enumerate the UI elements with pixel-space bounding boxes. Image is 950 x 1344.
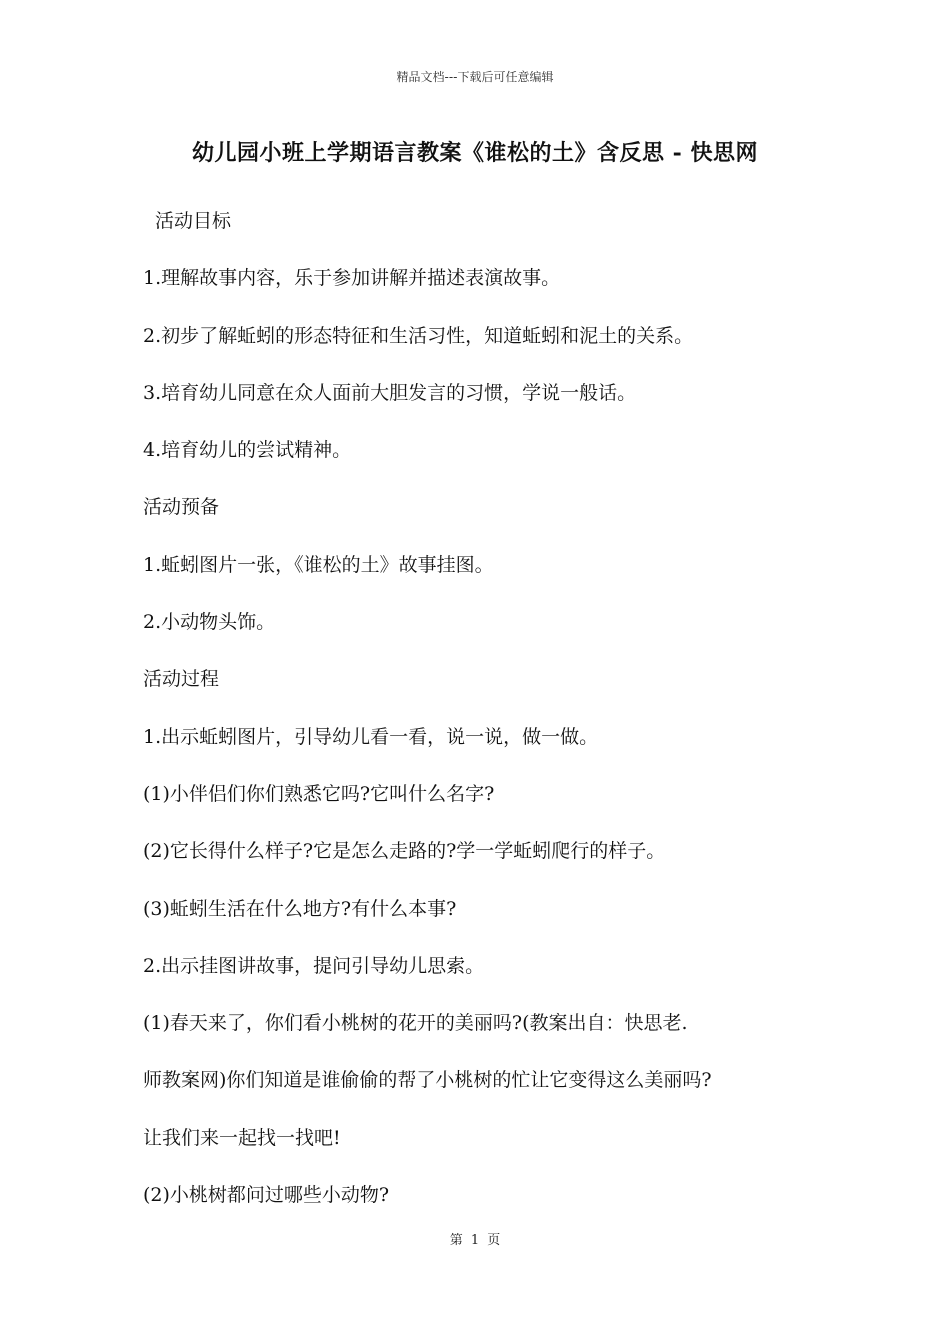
page-label-suffix: 页 [487,1233,501,1248]
paragraph-line: (1)小伴侣们你们熟悉它吗?它叫什么名字? [143,782,495,805]
paragraph-line: 让我们来一起找一找吧! [143,1126,341,1149]
section-heading-preparation: 活动预备 [143,496,220,519]
page-label-prefix: 第 [449,1233,463,1248]
paragraph-line: (3)蚯蚓生活在什么地方?有什么本事? [143,897,457,920]
section-heading-goals: 活动目标 [155,210,232,232]
paragraph-line: 1.蚯蚓图片一张，《谁松的土》故事挂图。 [143,553,494,576]
paragraph-line: 2.出示挂图讲故事，提问引导幼儿思索。 [143,954,485,977]
paragraph-line: (2)它长得什么样子?它是怎么走路的?学一学蚯蚓爬行的样子。 [143,840,666,863]
page-footer [0,1229,950,1248]
paragraph-line: (1)春天来了，你们看小桃树的花开的美丽吗?(教案出自：快思老. [143,1012,688,1035]
paragraph-line: 3.培育幼儿同意在众人面前大胆发言的习惯，学说一般话。 [143,381,637,404]
paragraph-line: 4.培育幼儿的尝试精神。 [143,439,352,462]
header-note: 精品文档---下载后可任意编辑 [396,70,554,84]
paragraph-line: 2.初步了解蚯蚓的形态特征和生活习性，知道蚯蚓和泥土的关系。 [143,324,694,347]
document-title: 幼儿园小班上学期语言教案《谁松的土》含反思 - 快思网 [192,140,758,166]
document-body [143,206,833,1237]
paragraph-line: 1.理解故事内容，乐于参加讲解并描述表演故事。 [143,267,561,290]
paragraph-line: 1.出示蚯蚓图片，引导幼儿看一看，说一说，做一做。 [143,725,599,748]
page-number: 1 [470,1233,480,1248]
paragraph-line: (2)小桃树都问过哪些小动物? [143,1184,390,1207]
paragraph-line: 师教案网)你们知道是谁偷偷的帮了小桃树的忙让它变得这么美丽吗? [143,1069,712,1092]
paragraph-line: 2.小动物头饰。 [143,611,276,634]
section-heading-process: 活动过程 [143,668,220,691]
